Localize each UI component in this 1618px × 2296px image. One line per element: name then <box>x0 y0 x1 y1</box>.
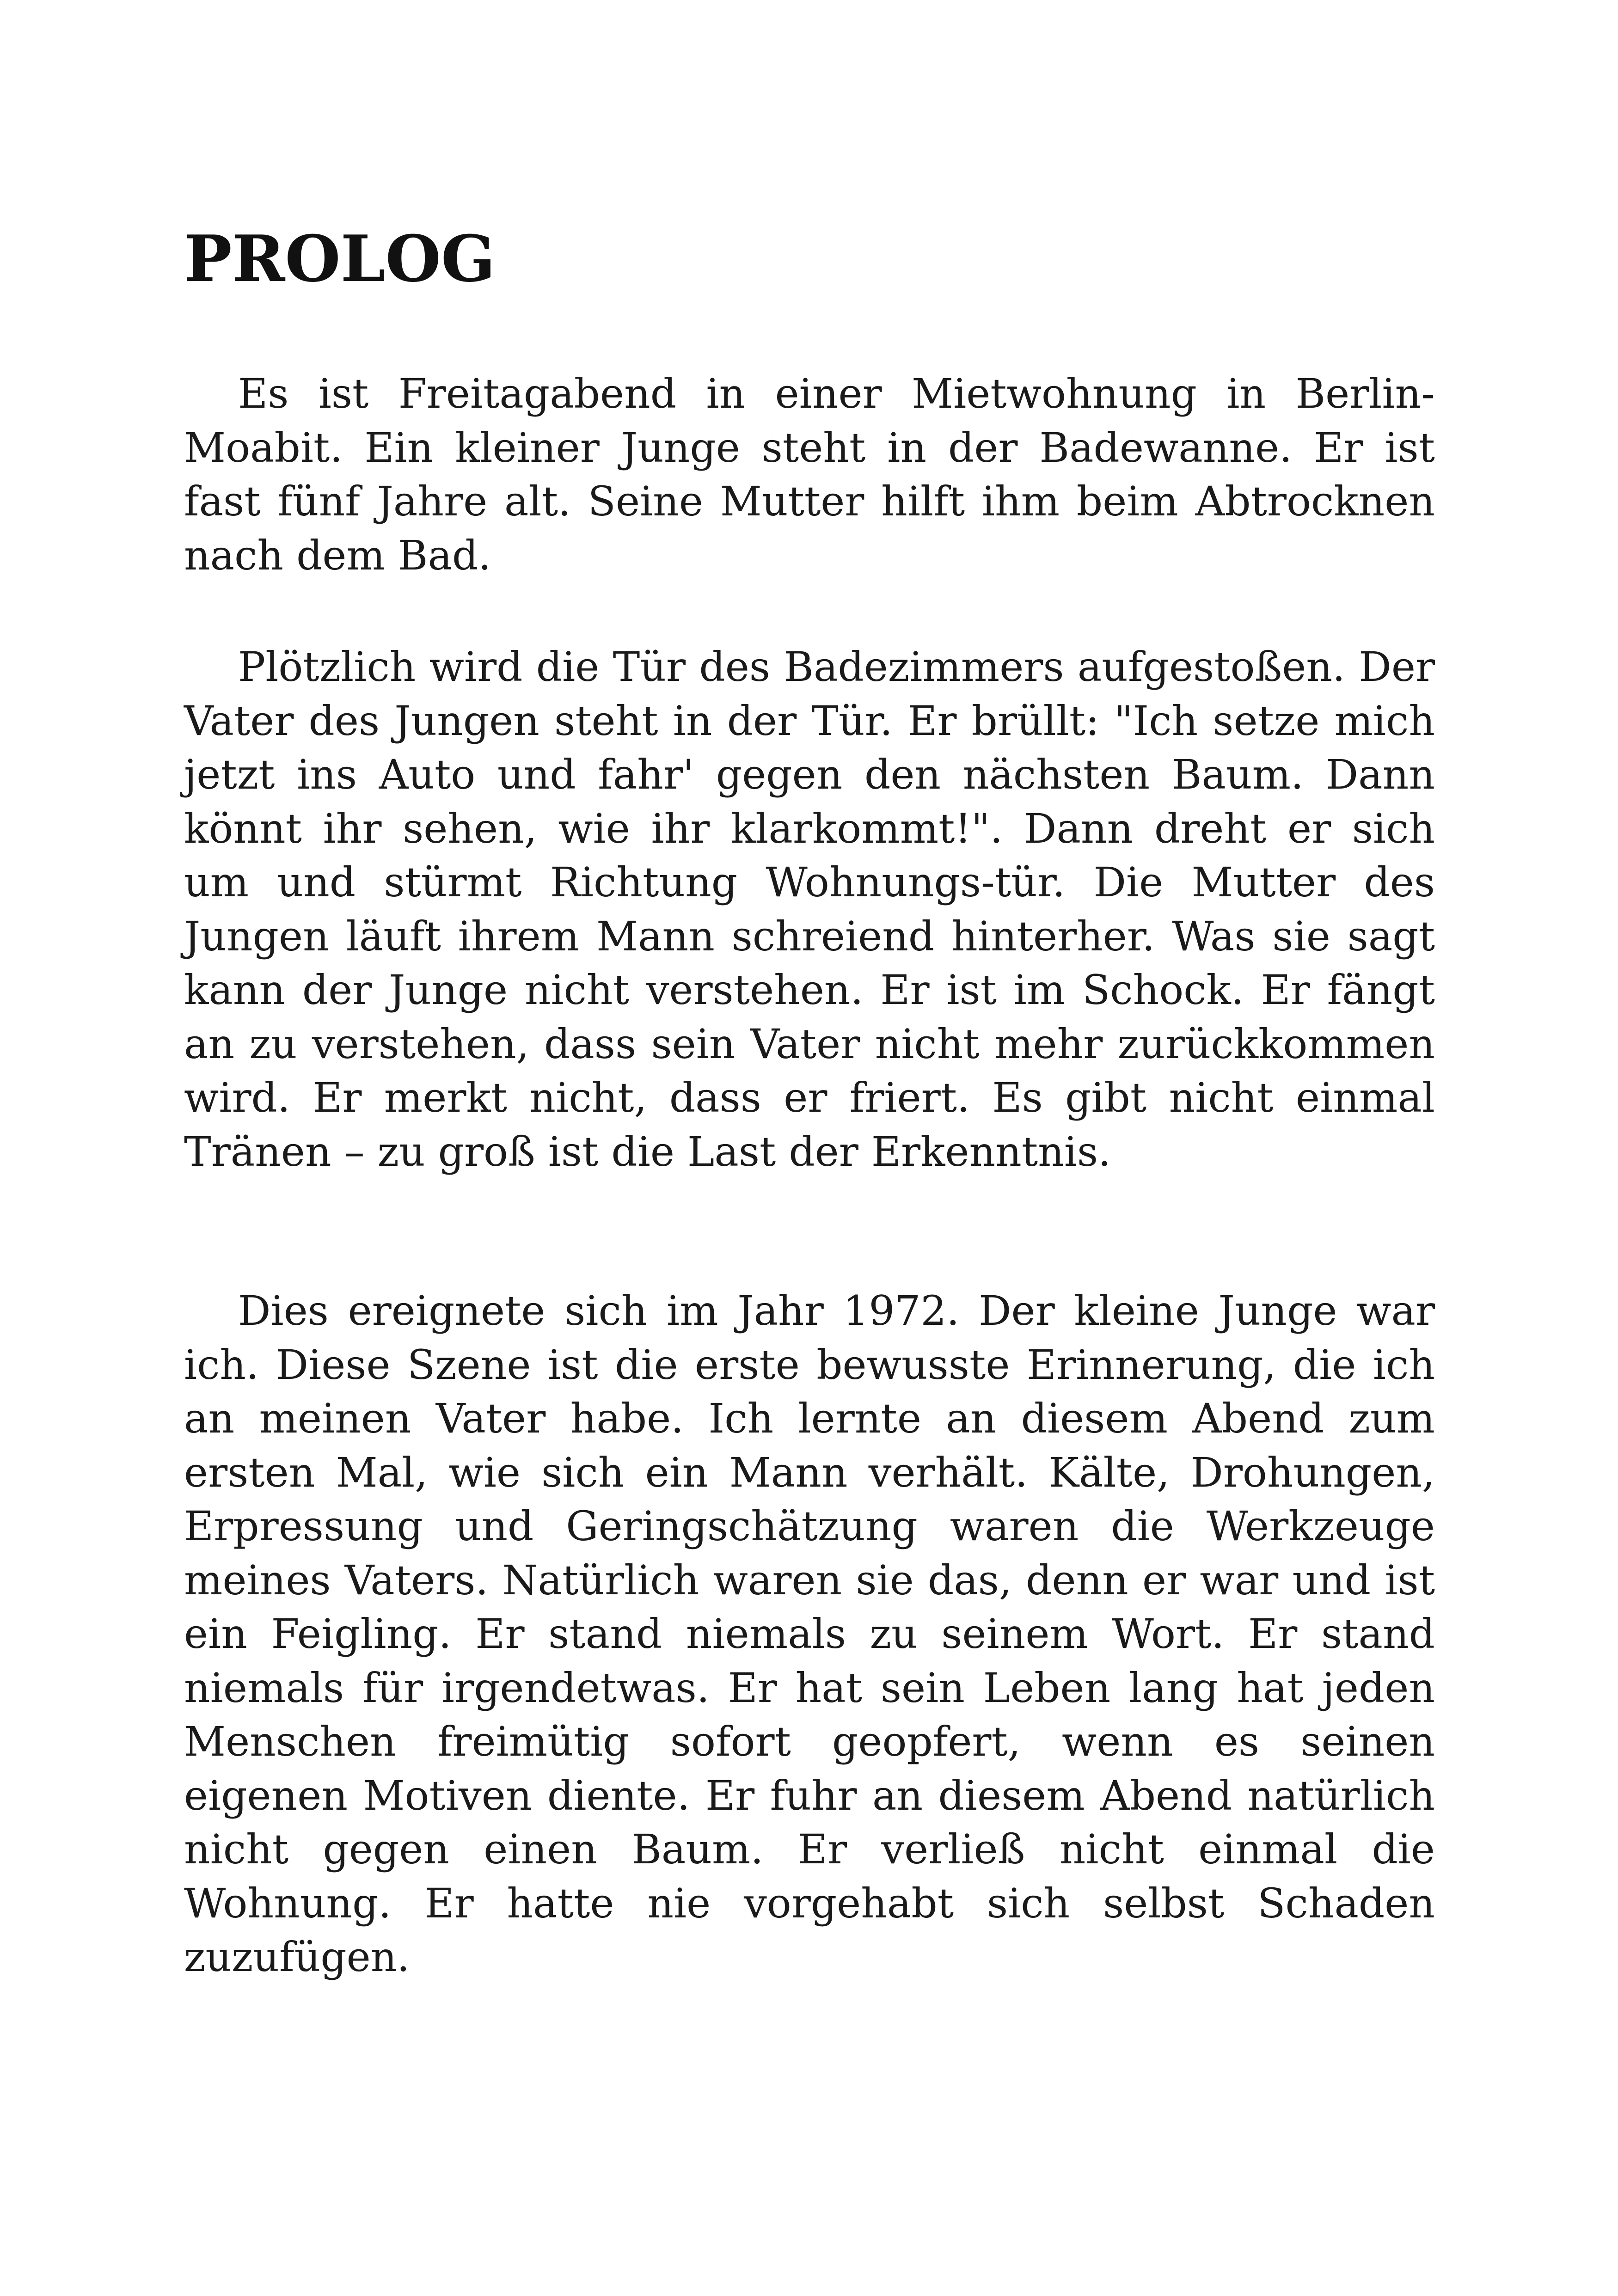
paragraph-2: Plötzlich wird die Tür des Badezimmers aufgestoßen. Der Vater des Jungen steht in der Tür. Er brüllt: "Ich setze mich jetzt ins Auto und fahr' gegen den nächsten Baum. Dann könnt ihr sehen, wie ihr klarkommt!". Dann dreht er sich um und stürmt Richtung Wohnungs-tür. Die Mutter des Jungen läuft ihrem Mann schreiend hinterher. Was sie sagt kann der Junge nicht verstehen. Er ist im Schock. Er fängt an zu verstehen, dass sein Vater nicht mehr zurückkommen wird. Er merkt nicht, dass er friert. Es gibt nicht einmal Tränen – zu groß ist die Last der Erkenntnis. <box>184 643 1435 1176</box>
paragraph-3: Dies ereignete sich im Jahr 1972. Der kleine Junge war ich. Diese Szene ist die erste bewusste Erinnerung, die ich an meinen Vater habe. Ich lernte an diesem Abend zum ersten Mal, wie sich ein Mann verhält. Kälte, Drohungen, Erpressung und Geringschätzung waren die Werkzeuge meines Vaters. Natürlich waren sie das, denn er war und ist ein Feigling. Er stand niemals zu seinem Wort. Er stand niemals für irgendetwas. Er hat sein Leben lang hat jeden Menschen freimütig sofort geopfert, wenn es seinen eigenen Motiven diente. Er fuhr an diesem Abend natürlich nicht gegen einen Baum. Er verließ nicht einmal die Wohnung. Er hatte nie vorgehabt sich selbst Schaden zuzufügen. <box>184 1287 1435 1981</box>
chapter-title: PROLOG <box>184 221 496 296</box>
paragraph-1: Es ist Freitagabend in einer Mietwohnung in Berlin-Moabit. Ein kleiner Junge steht in der Badewanne. Er ist fast fünf Jahre alt. Seine Mutter hilft ihm beim Abtrocknen nach dem Bad. <box>184 370 1435 579</box>
